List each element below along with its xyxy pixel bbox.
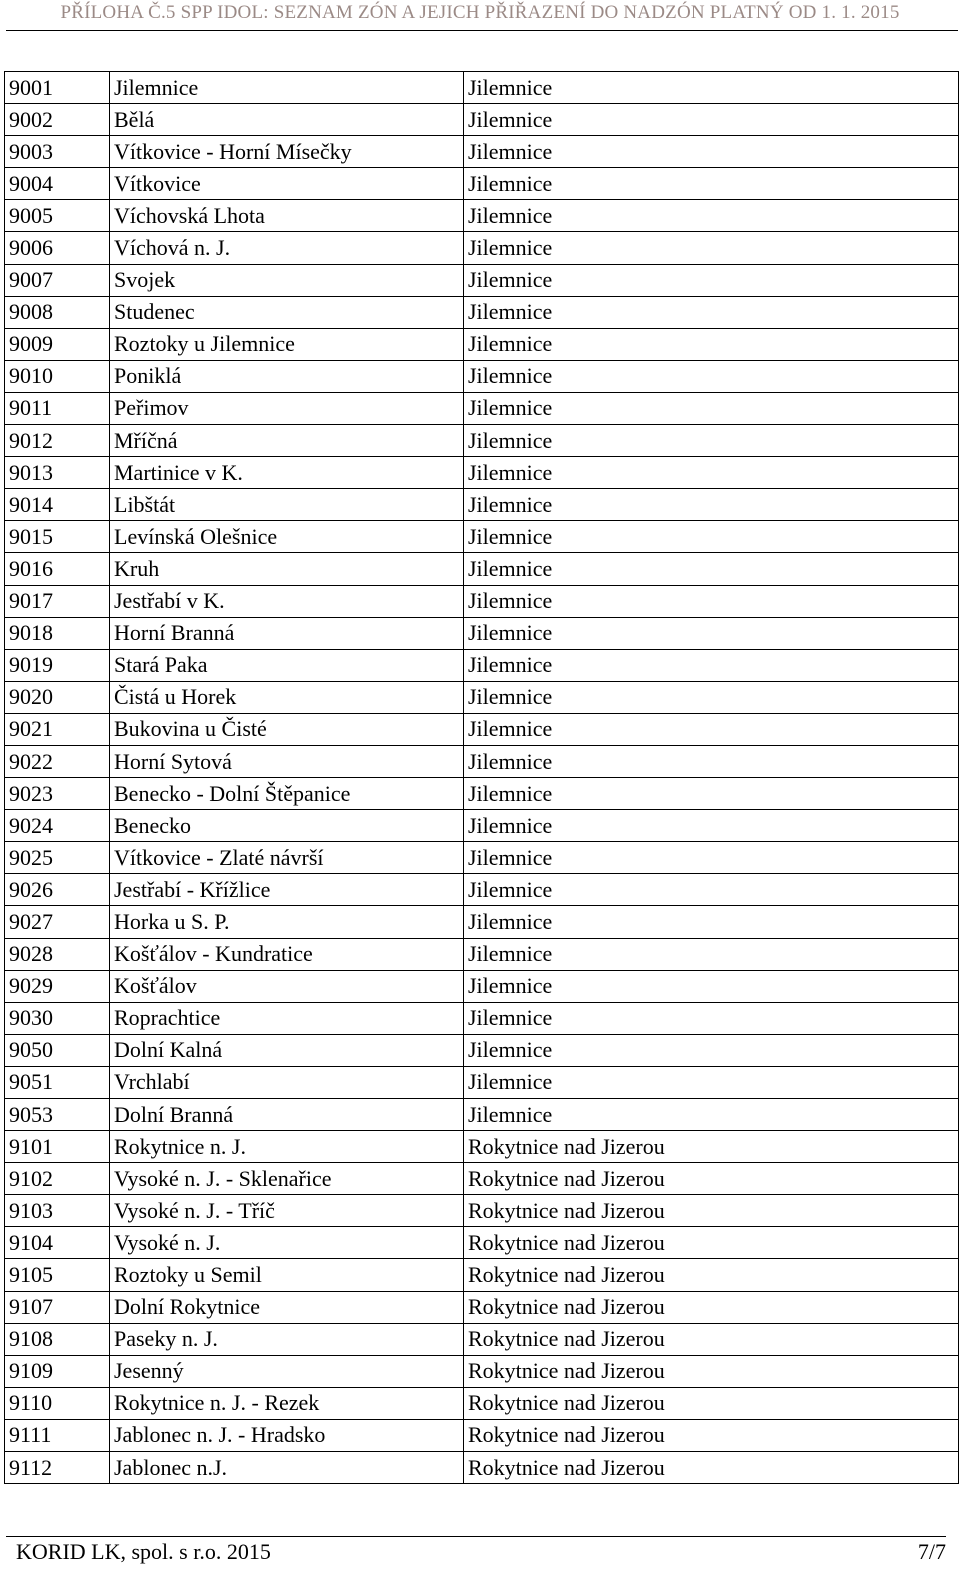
zone-code-cell: 9018 xyxy=(5,617,110,649)
nadzone-cell: Jilemnice xyxy=(464,810,959,842)
zone-name-cell: Víchovská Lhota xyxy=(110,200,464,232)
table-row xyxy=(5,1002,959,1034)
table-row xyxy=(5,264,959,296)
zone-code-cell: 9005 xyxy=(5,200,110,232)
nadzone-cell: Jilemnice xyxy=(464,681,959,713)
zone-name-cell: Jesenný xyxy=(110,1355,464,1387)
zone-name-cell: Studenec xyxy=(110,296,464,328)
zone-code-cell: 9028 xyxy=(5,938,110,970)
table-row xyxy=(5,617,959,649)
zone-name-cell: Jilemnice xyxy=(110,72,464,104)
zone-name-cell: Benecko xyxy=(110,810,464,842)
nadzone-cell: Rokytnice nad Jizerou xyxy=(464,1387,959,1419)
zone-name-cell: Horní Branná xyxy=(110,617,464,649)
zone-code-cell: 9051 xyxy=(5,1066,110,1098)
zone-name-cell: Čistá u Horek xyxy=(110,681,464,713)
zone-code-cell: 9016 xyxy=(5,553,110,585)
table-row xyxy=(5,938,959,970)
zone-name-cell: Jestřabí v K. xyxy=(110,585,464,617)
nadzone-cell: Jilemnice xyxy=(464,392,959,424)
nadzone-cell: Rokytnice nad Jizerou xyxy=(464,1195,959,1227)
table-row xyxy=(5,168,959,200)
zone-code-cell: 9017 xyxy=(5,585,110,617)
zone-code-cell: 9101 xyxy=(5,1131,110,1163)
zone-name-cell: Vítkovice - Horní Mísečky xyxy=(110,136,464,168)
table-row xyxy=(5,360,959,392)
zone-name-cell: Jablonec n.J. xyxy=(110,1452,464,1484)
table-row xyxy=(5,745,959,777)
zone-name-cell: Dolní Kalná xyxy=(110,1034,464,1066)
nadzone-cell: Rokytnice nad Jizerou xyxy=(464,1419,959,1451)
table-row xyxy=(5,425,959,457)
zone-code-cell: 9108 xyxy=(5,1323,110,1355)
zone-code-cell: 9024 xyxy=(5,810,110,842)
table-row xyxy=(5,392,959,424)
zone-code-cell: 9001 xyxy=(5,72,110,104)
table-row xyxy=(5,72,959,104)
table-row xyxy=(5,1452,959,1484)
nadzone-cell: Jilemnice xyxy=(464,296,959,328)
zone-code-cell: 9021 xyxy=(5,713,110,745)
zone-code-cell: 9030 xyxy=(5,1002,110,1034)
zone-code-cell: 9112 xyxy=(5,1452,110,1484)
zone-name-cell: Stará Paka xyxy=(110,649,464,681)
zone-name-cell: Košťálov xyxy=(110,970,464,1002)
nadzone-cell: Rokytnice nad Jizerou xyxy=(464,1163,959,1195)
nadzone-cell: Jilemnice xyxy=(464,232,959,264)
nadzone-cell: Jilemnice xyxy=(464,938,959,970)
table-row xyxy=(5,104,959,136)
nadzone-cell: Jilemnice xyxy=(464,72,959,104)
zone-name-cell: Poniklá xyxy=(110,360,464,392)
nadzone-cell: Jilemnice xyxy=(464,328,959,360)
table-row xyxy=(5,232,959,264)
nadzone-cell: Jilemnice xyxy=(464,168,959,200)
zone-name-cell: Svojek xyxy=(110,264,464,296)
zone-code-cell: 9019 xyxy=(5,649,110,681)
nadzone-cell: Jilemnice xyxy=(464,745,959,777)
zone-name-cell: Peřimov xyxy=(110,392,464,424)
zone-code-cell: 9003 xyxy=(5,136,110,168)
zone-code-cell: 9006 xyxy=(5,232,110,264)
zone-name-cell: Bělá xyxy=(110,104,464,136)
table-row xyxy=(5,1323,959,1355)
nadzone-cell: Jilemnice xyxy=(464,906,959,938)
zone-name-cell: Vítkovice xyxy=(110,168,464,200)
zone-code-cell: 9015 xyxy=(5,521,110,553)
zone-name-cell: Košťálov - Kundratice xyxy=(110,938,464,970)
table-row xyxy=(5,521,959,553)
table-row xyxy=(5,874,959,906)
zone-code-cell: 9022 xyxy=(5,745,110,777)
zone-name-cell: Kruh xyxy=(110,553,464,585)
nadzone-cell: Rokytnice nad Jizerou xyxy=(464,1291,959,1323)
table-row xyxy=(5,1131,959,1163)
table-row xyxy=(5,553,959,585)
nadzone-cell: Jilemnice xyxy=(464,1066,959,1098)
nadzone-cell: Jilemnice xyxy=(464,713,959,745)
zone-code-cell: 9008 xyxy=(5,296,110,328)
zone-name-cell: Bukovina u Čisté xyxy=(110,713,464,745)
table-row xyxy=(5,1034,959,1066)
zone-name-cell: Vítkovice - Zlaté návrší xyxy=(110,842,464,874)
zone-name-cell: Vysoké n. J. - Tříč xyxy=(110,1195,464,1227)
nadzone-cell: Jilemnice xyxy=(464,521,959,553)
zone-code-cell: 9103 xyxy=(5,1195,110,1227)
zone-code-cell: 9109 xyxy=(5,1355,110,1387)
table-row xyxy=(5,810,959,842)
zone-name-cell: Rokytnice n. J. xyxy=(110,1131,464,1163)
zone-code-cell: 9027 xyxy=(5,906,110,938)
table-row xyxy=(5,842,959,874)
table-row xyxy=(5,1355,959,1387)
zone-code-cell: 9050 xyxy=(5,1034,110,1066)
table-row xyxy=(5,970,959,1002)
table-row xyxy=(5,1099,959,1131)
zone-name-cell: Horní Sytová xyxy=(110,745,464,777)
footer-divider xyxy=(6,1536,946,1537)
nadzone-cell: Jilemnice xyxy=(464,842,959,874)
zone-code-cell: 9020 xyxy=(5,681,110,713)
nadzone-cell: Rokytnice nad Jizerou xyxy=(464,1452,959,1484)
zone-name-cell: Libštát xyxy=(110,489,464,521)
nadzone-cell: Jilemnice xyxy=(464,457,959,489)
zone-name-cell: Paseky n. J. xyxy=(110,1323,464,1355)
table-row xyxy=(5,713,959,745)
zone-name-cell: Levínská Olešnice xyxy=(110,521,464,553)
table-row xyxy=(5,1387,959,1419)
nadzone-cell: Rokytnice nad Jizerou xyxy=(464,1355,959,1387)
zone-code-cell: 9009 xyxy=(5,328,110,360)
table-row xyxy=(5,681,959,713)
nadzone-cell: Rokytnice nad Jizerou xyxy=(464,1323,959,1355)
zone-code-cell: 9107 xyxy=(5,1291,110,1323)
nadzone-cell: Jilemnice xyxy=(464,264,959,296)
footer-page-number: 7/7 xyxy=(917,1539,946,1564)
page-header: PŘÍLOHA Č.5 SPP IDOL: SEZNAM ZÓN A JEJICH PŘIŘAZENÍ DO NADZÓN PLATNÝ OD 1. 1. 2015 xyxy=(60,2,900,23)
table-row xyxy=(5,1291,959,1323)
zone-table-body xyxy=(5,72,959,1484)
zone-name-cell: Jablonec n. J. - Hradsko xyxy=(110,1419,464,1451)
nadzone-cell: Jilemnice xyxy=(464,200,959,232)
zone-code-cell: 9110 xyxy=(5,1387,110,1419)
zone-code-cell: 9007 xyxy=(5,264,110,296)
table-row xyxy=(5,1066,959,1098)
table-row xyxy=(5,1227,959,1259)
zone-name-cell: Jestřabí - Křížlice xyxy=(110,874,464,906)
nadzone-cell: Jilemnice xyxy=(464,874,959,906)
nadzone-cell: Jilemnice xyxy=(464,489,959,521)
nadzone-cell: Jilemnice xyxy=(464,585,959,617)
table-row xyxy=(5,200,959,232)
nadzone-cell: Jilemnice xyxy=(464,1034,959,1066)
zone-code-cell: 9026 xyxy=(5,874,110,906)
zone-code-cell: 9029 xyxy=(5,970,110,1002)
zone-name-cell: Dolní Branná xyxy=(110,1099,464,1131)
table-row xyxy=(5,136,959,168)
table-row xyxy=(5,1163,959,1195)
zone-code-cell: 9104 xyxy=(5,1227,110,1259)
zone-code-cell: 9025 xyxy=(5,842,110,874)
zone-name-cell: Horka u S. P. xyxy=(110,906,464,938)
zone-code-cell: 9004 xyxy=(5,168,110,200)
nadzone-cell: Jilemnice xyxy=(464,425,959,457)
nadzone-cell: Jilemnice xyxy=(464,1002,959,1034)
zone-name-cell: Roztoky u Jilemnice xyxy=(110,328,464,360)
zone-code-cell: 9014 xyxy=(5,489,110,521)
header-divider xyxy=(6,30,958,31)
zone-code-cell: 9010 xyxy=(5,360,110,392)
zone-name-cell: Vysoké n. J. - Sklenařice xyxy=(110,1163,464,1195)
zone-code-cell: 9011 xyxy=(5,392,110,424)
nadzone-cell: Jilemnice xyxy=(464,553,959,585)
zone-code-cell: 9012 xyxy=(5,425,110,457)
table-row xyxy=(5,489,959,521)
zone-code-cell: 9053 xyxy=(5,1099,110,1131)
table-row xyxy=(5,457,959,489)
zone-code-cell: 9105 xyxy=(5,1259,110,1291)
nadzone-cell: Rokytnice nad Jizerou xyxy=(464,1131,959,1163)
table-row xyxy=(5,1195,959,1227)
nadzone-cell: Jilemnice xyxy=(464,649,959,681)
zone-name-cell: Roprachtice xyxy=(110,1002,464,1034)
zone-table xyxy=(4,71,959,1484)
zone-code-cell: 9023 xyxy=(5,778,110,810)
nadzone-cell: Rokytnice nad Jizerou xyxy=(464,1259,959,1291)
zone-name-cell: Vrchlabí xyxy=(110,1066,464,1098)
table-row xyxy=(5,778,959,810)
zone-name-cell: Vysoké n. J. xyxy=(110,1227,464,1259)
table-row xyxy=(5,1419,959,1451)
nadzone-cell: Jilemnice xyxy=(464,778,959,810)
zone-code-cell: 9002 xyxy=(5,104,110,136)
nadzone-cell: Jilemnice xyxy=(464,970,959,1002)
zone-name-cell: Mříčná xyxy=(110,425,464,457)
table-row xyxy=(5,296,959,328)
nadzone-cell: Jilemnice xyxy=(464,1099,959,1131)
nadzone-cell: Jilemnice xyxy=(464,617,959,649)
zone-name-cell: Roztoky u Semil xyxy=(110,1259,464,1291)
zone-name-cell: Dolní Rokytnice xyxy=(110,1291,464,1323)
zone-name-cell: Benecko - Dolní Štěpanice xyxy=(110,778,464,810)
zone-name-cell: Víchová n. J. xyxy=(110,232,464,264)
nadzone-cell: Jilemnice xyxy=(464,104,959,136)
nadzone-cell: Jilemnice xyxy=(464,360,959,392)
table-row xyxy=(5,328,959,360)
zone-name-cell: Martinice v K. xyxy=(110,457,464,489)
zone-code-cell: 9102 xyxy=(5,1163,110,1195)
zone-code-cell: 9013 xyxy=(5,457,110,489)
nadzone-cell: Jilemnice xyxy=(464,136,959,168)
zone-code-cell: 9111 xyxy=(5,1419,110,1451)
nadzone-cell: Rokytnice nad Jizerou xyxy=(464,1227,959,1259)
table-row xyxy=(5,1259,959,1291)
footer-company: KORID LK, spol. s r.o. 2015 xyxy=(16,1539,271,1564)
table-row xyxy=(5,906,959,938)
zone-name-cell: Rokytnice n. J. - Rezek xyxy=(110,1387,464,1419)
table-row xyxy=(5,585,959,617)
table-row xyxy=(5,649,959,681)
